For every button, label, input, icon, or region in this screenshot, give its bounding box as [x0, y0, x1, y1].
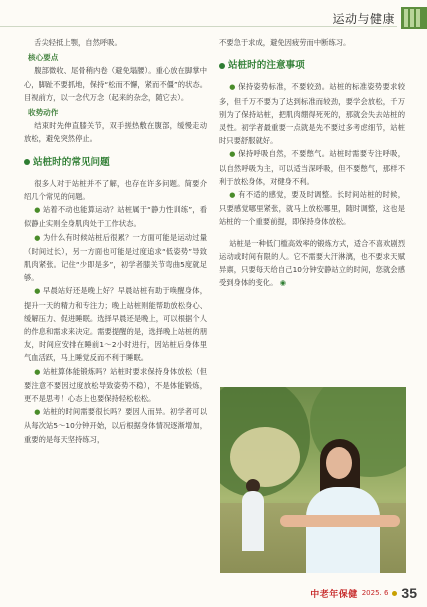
note-text: 有不适的感觉，要及时调整。长时间站桩的时候，只要感觉哪里紧张，就马上放松哪里，随时调整，这也是站桩的一个重要前提，即保持身体放松。	[219, 190, 405, 227]
note-item	[219, 80, 405, 147]
question-text: 站着不动也能算运动？站桩属于“静力性训练”，看似静止实则全身肌肉处于工作状态。	[24, 205, 207, 229]
core-text: 腹部微收、尾骨稍内卷（避免塌腰）。重心放在脚掌中心，脚趾不要抓地，保持“松而不懈，紧而不僵”的状态。目视前方，以一念代万念（起来的杂念，随它去）。	[24, 66, 207, 102]
question-text: 站桩算体能锻炼吗？站桩时要求保持身体放松（但要注意不要因过度放松导致姿势不稳），不是体能锻炼，更不是思考！心态上也要保持轻松松松。	[24, 366, 208, 404]
note-text: 保持呼吸自然，不要憋气。站桩时需要专注呼吸，以自然呼吸为主，可以适当深呼吸，但不要憋气，那样不利于放松身体，对健身不利。	[219, 149, 405, 186]
bullet-icon: ●	[229, 191, 236, 200]
core-subheading: 核心要点	[28, 53, 59, 63]
close-text: 结束时先伸直膝关节，双手搓热敷在腹部，缓慢走动放松，避免突然停止。	[24, 121, 207, 144]
question-text: 站桩的时间需要很长吗？要因人而异。初学者可以从每次站5～10分钟开始，以后根据身体情况逐渐增加，重要的是每天坚持练习，	[24, 407, 208, 444]
footer-dot-icon	[392, 591, 397, 596]
closing-text: 站桩是一种低门槛高效率的锻炼方式，适合不喜欢剧烈运动或时间有限的人。它不需要大汗淋漓，也不要求天赋异禀，只要每天给自己10分钟安静站立的时间，您就会感受到身体的变化。	[219, 238, 405, 288]
close-subheading: 收势动作	[28, 108, 59, 118]
question-item	[24, 405, 207, 446]
note-text: 保持姿势标准，不要较劲。站桩的标准姿势要求较多，但千万不要为了达到标准而较劲，要学会放松，千万别为了保持站桩，把肌肉绷得死死的，那就会失去站桩的灵性。初学者最重要一点就是先不要过多考虑细节，站桩时只要舒服就好。	[219, 82, 405, 146]
bullet-icon: ●	[34, 367, 41, 376]
bullet-icon: ●	[34, 287, 41, 296]
left-column	[24, 36, 207, 446]
section-marker-icon	[219, 63, 225, 69]
question-text: 早晨站好还是晚上好？早晨站桩有助于唤醒身体，提升一天的精力和专注力；晚上站桩则能帮助放松身心、缓解压力、促进睡眠。选择早晨还是晚上，可以根据个人的作息和需求来决定。需要提醒的是，选择晚上站桩的朋友，时间应安排在睡前1～2小时进行，因站桩后身体里气血活跃，马上睡觉反而不利于睡眠。	[24, 286, 208, 363]
page-number: 35	[401, 585, 417, 601]
intro-text: 舌尖轻抵上颚，自然呼吸。	[34, 38, 122, 47]
problems-intro: 很多人对于站桩并不了解，也存在许多问题。简要介绍几个常见的问题。	[24, 178, 207, 202]
question-text: 为什么有时候站桩后很累？一方面可能是运动过量（时间过长），另一方面也可能是过度追求“低姿势”导致肌肉紧张。记住“少即是多”，初学者膝关节弯曲5度就足够。	[24, 232, 208, 283]
question-item	[24, 284, 207, 364]
bullet-icon: ●	[229, 83, 236, 92]
end-marker-icon: ◉	[279, 278, 287, 288]
question-item	[24, 203, 207, 230]
page-footer	[310, 585, 417, 601]
section-title: 站桩时的常见问题	[33, 156, 110, 168]
right-column	[219, 36, 405, 289]
bullet-icon: ●	[229, 150, 236, 159]
closing-paragraph	[219, 237, 405, 290]
magazine-name: 中老年保健	[310, 589, 358, 600]
section-header-title: 运动与健康	[332, 11, 395, 26]
bullet-icon: ●	[34, 408, 41, 417]
note-item	[219, 147, 405, 188]
question-item	[24, 365, 207, 406]
header-stripe-icon	[401, 7, 427, 29]
section-marker-icon	[24, 159, 30, 165]
section-heading-problems	[24, 156, 207, 169]
section-heading-precautions	[219, 59, 405, 72]
tai-chi-photo	[220, 387, 406, 573]
bullet-icon: ●	[34, 206, 41, 215]
bullet-icon: ●	[34, 233, 41, 242]
question-item	[24, 231, 207, 285]
continued-text: 不要急于求成，避免因疲劳而中断练习。	[219, 38, 351, 47]
issue-date: 2025. 6	[361, 589, 389, 597]
header-divider	[0, 26, 397, 27]
note-item	[219, 188, 405, 229]
section-title: 站桩时的注意事项	[228, 60, 305, 72]
